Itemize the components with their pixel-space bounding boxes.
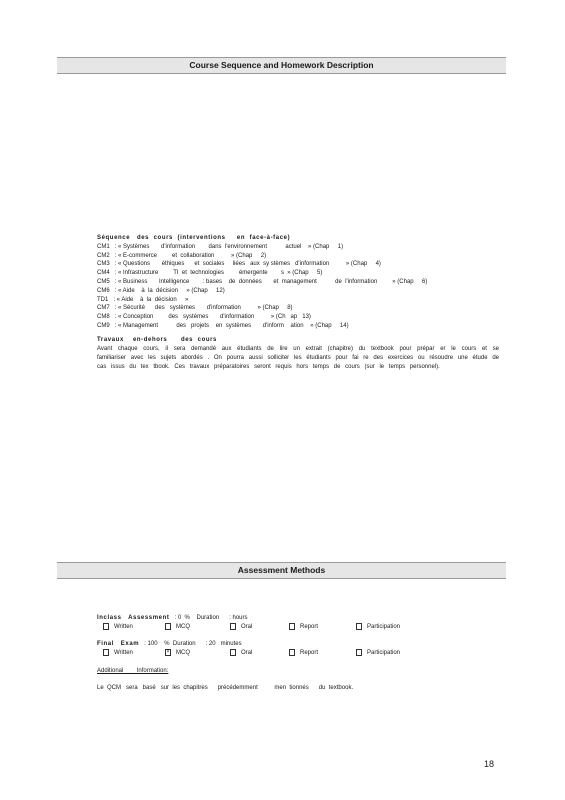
travaux-paragraph: Avant chaque cours, il sera demandé aux étudiants de lire un extrait (chapitre) du textbook pour prépar er le cours et se familiariser avec les sujets abordés . On pourra aussi solliciter les étudiants pour fai re des exercices ou résoudre une étude de cas issus du tex tbook. Ces travaux préparatoires seront requis hors temps de cours (sur le temps personnel). [97,345,499,370]
final-exam-label: Final Exam [97,640,140,647]
inclass-option-participation[interactable] [356,623,400,632]
option-label: MCQ [176,624,190,631]
checked-checkbox-icon[interactable]: × [166,649,170,656]
page-number: 18 [484,759,495,769]
option-label: Participation [367,650,401,657]
final-option-mcq[interactable] [165,649,190,658]
checkbox-icon[interactable] [289,649,295,656]
checkbox-icon[interactable] [289,623,295,630]
final-exam-detail: : 100 % Duration : 20 minutes [139,640,242,647]
sequence-heading: Séquence des cours (interventions en face-à-face) [97,235,291,241]
option-label: Written [114,650,133,657]
assessment-header: Assessment Methods [57,562,506,579]
sequence-item-td1: TD1 : « Aide à la décision » [97,296,189,303]
final-options [97,649,499,659]
option-label: Report [300,624,319,631]
inclass-detail: : 0 % Duration : hours [169,615,248,621]
inclass-assessment-row [97,614,499,623]
sequence-item-cm5: CM5 : « Business Intelligence : bases de données et management de l'information » (Chap 6) [97,278,428,285]
option-label: Written [114,624,133,631]
sequence-item-cm2: CM2 : « E-commerce et collaboration » (Chap 2) [97,252,267,259]
option-label: MCQ [176,650,190,657]
sequence-item-cm4: CM4 : « Infrastructure TI et technologies émergente s » (Chap 5) [97,270,323,277]
checkbox-icon[interactable] [103,623,109,630]
checkbox-icon[interactable] [165,623,171,630]
final-option-oral[interactable] [230,649,252,658]
additional-information-note: Le QCM sera basé sur les chapitres précédemment men tionnés du textbook. [97,685,354,692]
sequence-item-cm3: CM3 : « Questions éthiques et sociales liées aux sy stèmes d'information » (Chap 4) [97,261,381,268]
final-exam-row [97,640,499,649]
checkbox-icon[interactable] [230,623,236,630]
travaux-heading: Travaux en-dehors des cours [97,336,217,343]
inclass-option-oral[interactable] [230,623,252,632]
assessment-section [97,614,499,693]
course-sequence-section [97,234,499,372]
inclass-option-report[interactable] [289,623,318,632]
option-label: Participation [367,624,401,631]
inclass-option-written[interactable] [103,623,133,632]
checkbox-icon[interactable] [356,623,362,630]
additional-information-label: Additional Information: [97,667,169,674]
option-label: Report [300,650,319,657]
option-label: Oral [241,650,253,657]
course-sequence-header: Course Sequence and Homework Description [57,57,506,74]
sequence-item-cm9: CM9 : « Management des projets en systèmes d'inform ation » (Chap 14) [97,322,349,329]
final-option-written[interactable] [103,649,133,658]
checkbox-icon[interactable] [230,649,236,656]
sequence-item-cm6: CM6 : « Aide à la décision » (Chap 12) [97,287,225,294]
inclass-option-mcq[interactable] [165,623,190,632]
inclass-label: Inclass Assessment [97,615,170,621]
inclass-options [97,623,499,633]
option-label: Oral [241,624,253,631]
checkbox-icon[interactable] [356,649,362,656]
final-option-participation[interactable] [356,649,400,658]
sequence-item-cm8: CM8 : « Conception des systèmes d'information » (Ch ap 13) [97,314,311,321]
sequence-item-cm7: CM7 : « Sécurité des systèmes d'information » (Chap 8) [97,305,293,312]
final-option-report[interactable] [289,649,318,658]
checkbox-icon[interactable] [103,649,109,656]
sequence-item-cm1: CM1 : « Systèmes d'information dans l'environnement actuel » (Chap 1) [97,243,344,250]
